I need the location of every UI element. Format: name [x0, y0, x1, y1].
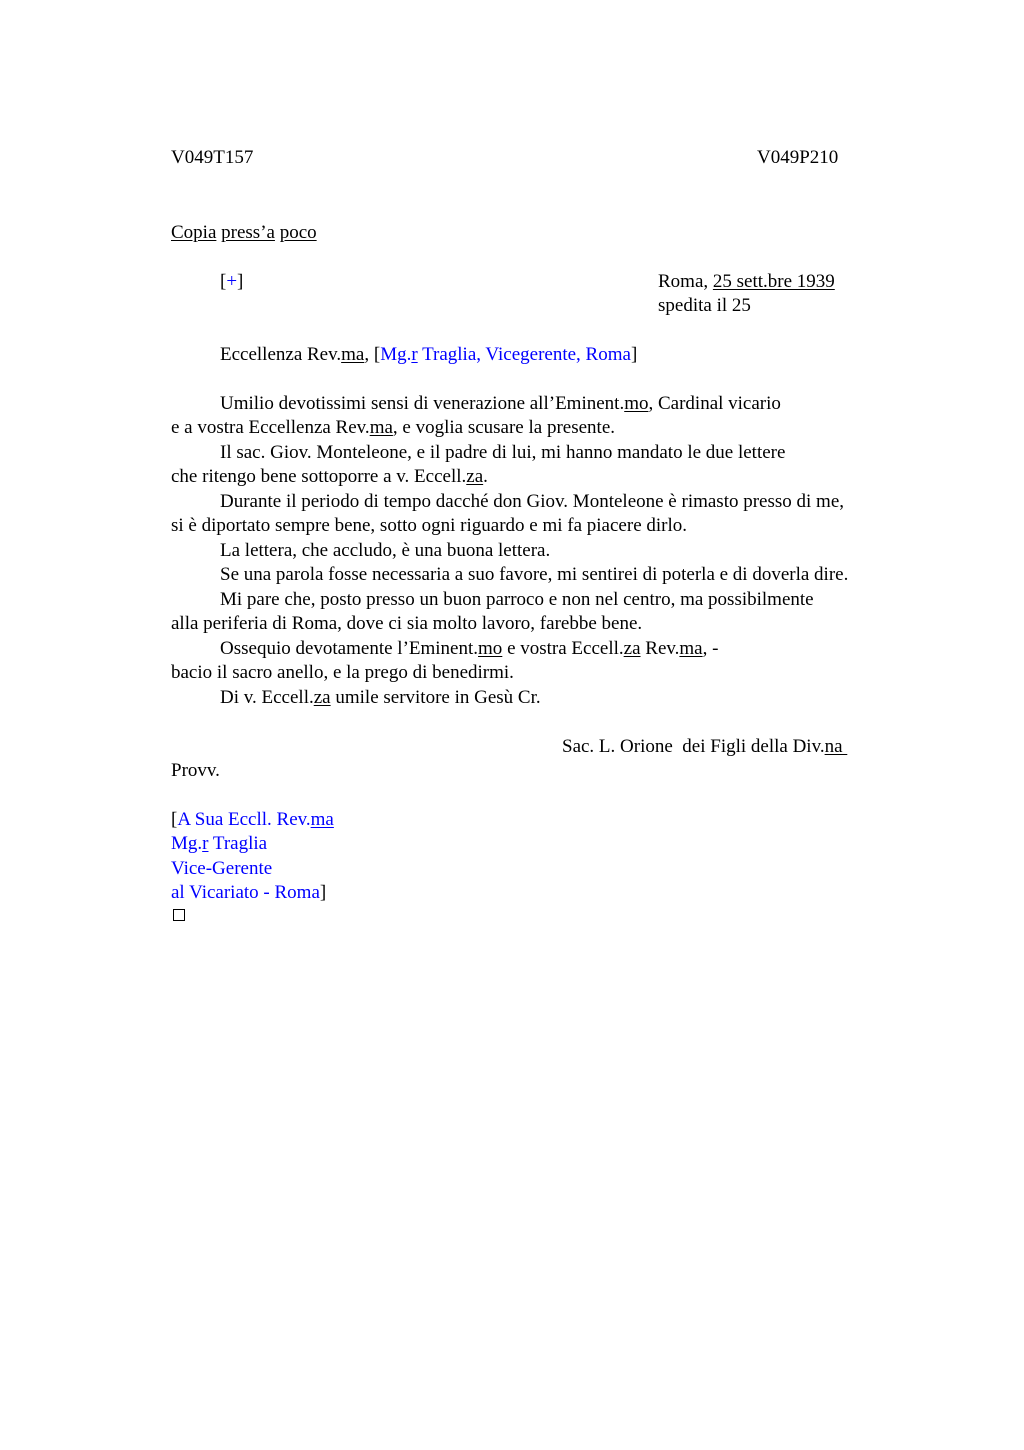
document-code-left: V049T157 — [171, 147, 254, 168]
body-line: La lettera, che accludo, è una buona lettera. — [220, 540, 551, 561]
copy-note: Copia press’a poco — [171, 222, 317, 243]
body-line: bacio il sacro anello, e la prego di benedirmi. — [171, 662, 514, 683]
address-line: [A Sua Eccll. Rev.ma — [171, 809, 334, 830]
sent-date: spedita il 25 — [658, 295, 751, 316]
body-line: Il sac. Giov. Monteleone, e il padre di lui, mi hanno mandato le due lettere — [220, 442, 786, 463]
dateline: Roma, 25 sett.bre 1939 — [658, 271, 835, 292]
address-line: Vice-Gerente — [171, 858, 273, 879]
salutation: Eccellenza Rev.ma, [Mg.r Traglia, Vicegerente, Roma] — [220, 344, 638, 365]
end-marker-box-icon — [173, 909, 185, 921]
body-line: Di v. Eccell.za umile servitore in Gesù Cr. — [220, 687, 541, 708]
body-line: Umilio devotissimi sensi di venerazione all’Eminent.mo, Cardinal vicario — [220, 393, 781, 414]
body-line: e a vostra Eccellenza Rev.ma, e voglia scusare la presente. — [171, 417, 616, 438]
body-line: Se una parola fosse necessaria a suo favore, mi sentirei di poterla e di doverla dire. — [220, 564, 849, 585]
body-line: che ritengo bene sottoporre a v. Eccell.za. — [171, 466, 488, 487]
signature: Sac. L. Orione dei Figli della Div.na — [562, 736, 848, 757]
address-line: Mg.r Traglia — [171, 833, 268, 854]
cross-mark: [+] — [220, 271, 244, 292]
body-line: Ossequio devotamente l’Eminent.mo e vostra Eccell.za Rev.ma, - — [220, 638, 719, 659]
body-line: alla periferia di Roma, dove ci sia molto lavoro, farebbe bene. — [171, 613, 643, 634]
body-line: si è diportato sempre bene, sotto ogni riguardo e mi fa piacere dirlo. — [171, 515, 688, 536]
address-line: al Vicariato - Roma] — [171, 882, 327, 903]
body-line: Durante il periodo di tempo dacché don Giov. Monteleone è rimasto presso di me, — [220, 491, 845, 512]
body-line: Mi pare che, posto presso un buon parroco e non nel centro, ma possibilmente — [220, 589, 814, 610]
document-code-right: V049P210 — [757, 147, 839, 168]
signature-continuation: Provv. — [171, 760, 220, 781]
